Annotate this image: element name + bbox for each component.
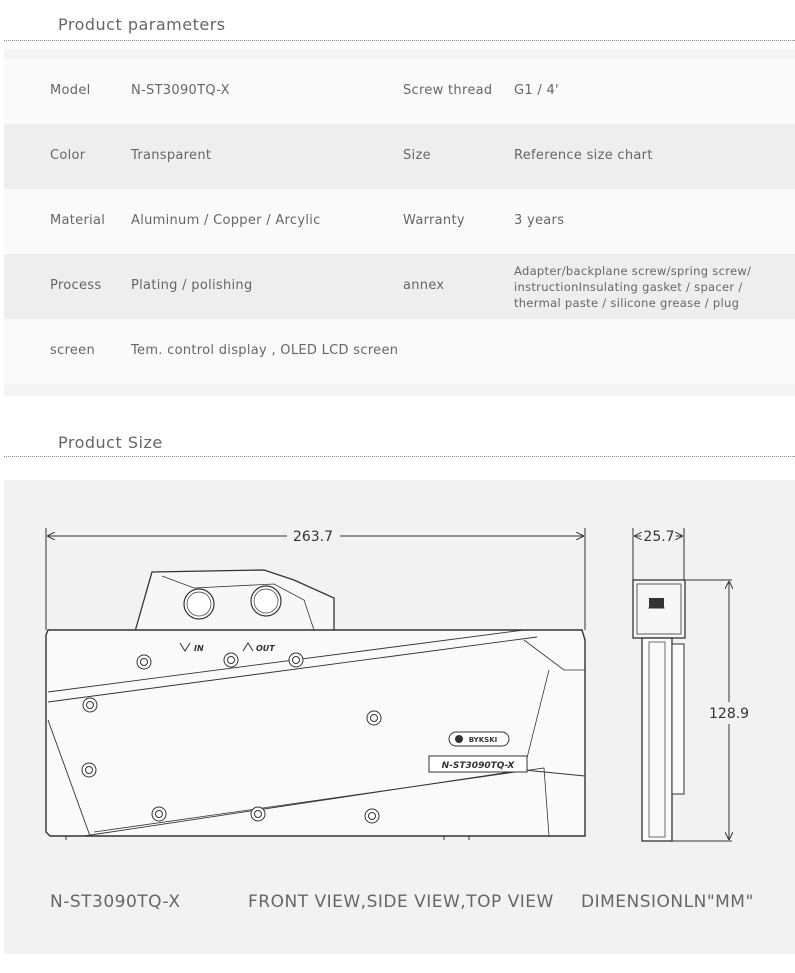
side-view: [633, 528, 749, 841]
param-label: Size: [403, 148, 431, 163]
param-label: Material: [50, 213, 106, 228]
height-dimension-label: 128.9: [709, 706, 750, 722]
param-value: Aluminum / Copper / Arcylic: [131, 213, 321, 228]
section-title-size: Product Size: [58, 433, 163, 452]
section-divider: [4, 40, 795, 41]
param-label: Process: [50, 278, 102, 293]
footer-model: N-ST3090TQ-X: [50, 892, 181, 912]
param-value: Tem. control display , OLED LCD screen: [131, 343, 399, 358]
depth-dimension-label: 25.7: [643, 529, 675, 545]
param-value: Reference size chart: [514, 148, 653, 163]
out-label: OUT: [256, 644, 275, 653]
brand-logo-text: BYKSKI: [468, 736, 498, 744]
size-drawing-panel: [4, 480, 795, 954]
param-value: 3 years: [514, 213, 565, 228]
technical-drawing: [4, 480, 795, 954]
table-row: [4, 189, 795, 254]
section-divider: [4, 456, 795, 457]
param-label: annex: [403, 278, 445, 293]
table-row: [4, 124, 795, 189]
param-value: Plating / polishing: [131, 278, 253, 293]
param-value: Transparent: [131, 148, 212, 163]
width-dimension-label: 263.7: [292, 529, 334, 545]
param-label: Model: [50, 83, 91, 98]
table-row: [4, 254, 795, 319]
model-plate-label: N-ST3090TQ-X: [441, 761, 515, 771]
param-label: Screw thread: [403, 83, 493, 98]
parameters-table: [4, 49, 795, 396]
param-value: G1 / 4': [514, 83, 559, 98]
in-label: IN: [194, 644, 204, 653]
table-row: [4, 319, 795, 384]
param-label: screen: [50, 343, 96, 358]
front-view-body: [46, 630, 585, 840]
terminal-block: [134, 570, 334, 636]
param-label: Color: [50, 148, 86, 163]
param-value: Adapter/backplane screw/spring screw/ instructionInsulating gasket / spacer / thermal paste / silicone grease / plug: [514, 264, 752, 310]
param-value: N-ST3090TQ-X: [131, 83, 230, 98]
footer-views: FRONT VIEW,SIDE VIEW,TOP VIEW: [248, 892, 554, 912]
footer-units: DIMENSIONLN"MM": [581, 892, 754, 912]
param-label: Warranty: [403, 213, 465, 228]
table-row: [4, 59, 795, 124]
section-title-parameters: Product parameters: [58, 15, 226, 34]
